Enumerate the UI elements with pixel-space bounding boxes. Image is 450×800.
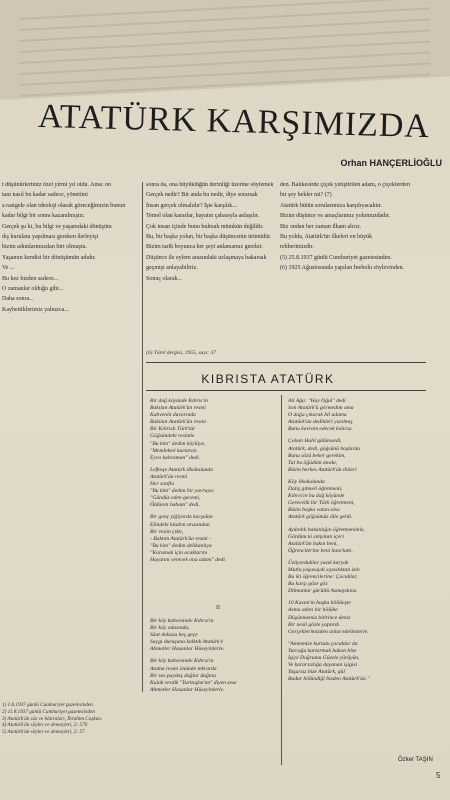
poem-stanza — [288, 641, 428, 684]
previous-page-text — [20, 0, 430, 106]
poem-line: Bunu kavram edecek kalırsa. — [288, 426, 353, 433]
poem-line: Öğrencilerine beni hatırlattı. — [288, 547, 353, 554]
middle-col-line: Gerçek nedir? Bir anda bu nedir, diye sorarsak — [146, 192, 258, 199]
poem-stanza — [150, 618, 278, 653]
poem-line: Dilmanlar gürültü Asmaydınız. — [288, 588, 358, 595]
footnote-line: 3) Atatürk'ün söz ve hâtıraları, İbrahim Coşkun. — [2, 715, 103, 722]
poem-line: Asma adını bir bölüke — [288, 607, 338, 614]
column-divider — [142, 182, 143, 692]
poem-line: Atatürk'ün dedikleri yazılmış — [288, 419, 353, 426]
poem-line: Bir nesil gözle yaptırdı — [288, 621, 340, 628]
poem-line: - Baktım Atatürk'ün resmi - — [150, 535, 211, 542]
left-col-line: dış kurulanı yapılması gereken ilerleyişi — [2, 234, 99, 241]
poem-line: Atatürk göğsümüz dile geldi. — [288, 514, 353, 521]
right-col-line: (6) 1925 Ağustosunda yapılan İnebolu söylevinden. — [280, 265, 404, 272]
poem-line: "Korumak için ocaklarını — [150, 549, 208, 556]
left-col-line: a rastgele olan ideoloji olarak göreceğimizin bunun — [2, 202, 126, 209]
previous-page-edge — [0, 0, 450, 100]
poem-line: "Bu kim" dedim bir yavruya: — [150, 488, 215, 495]
right-col-line: (5) 25.8.1937 günlü Cumhuriyet gazetesinden. — [280, 254, 392, 261]
poem-line: Mutlu yaşasaydı sıyaslıktan izin — [288, 566, 360, 573]
poem-line: Bir ses paydaş dağlar dağına — [150, 672, 216, 679]
poem-line: Atatürk'ün resmi — [150, 473, 188, 480]
left-col-line: bizim adımlarımızdan biri olmuştu. — [2, 244, 87, 251]
poem-line: Bizim herkes Atatürk'ün ibileri — [288, 466, 357, 473]
poet-name: Özker TAŞIN — [398, 757, 433, 763]
poem-line: Öldüren babam" dedi. — [150, 502, 200, 509]
poem-line: Son Atatürk'ü görmedim ama — [288, 405, 354, 412]
poem-stanza — [288, 560, 428, 595]
section-number-two: II — [216, 605, 220, 611]
middle-footnote: (6) Türel dergisi, 1955, sayı: 37 — [146, 350, 217, 356]
poem-line: Bir köy odasında, — [150, 625, 190, 632]
middle-column — [146, 182, 274, 357]
poem-line: Her sınıfta — [150, 481, 175, 488]
poem-line: 10 Kasım'ın başka bölüleşte — [288, 600, 351, 607]
right-col-line: bir şey bekler mi? (7) — [280, 192, 332, 199]
poem-line: Tut bu öğüdüm anıda, — [288, 459, 338, 466]
right-col-line: Bu yolda, Atatürk'ün ilkeleri en büyük — [280, 234, 373, 241]
poem-column-one — [150, 398, 278, 569]
poem-line: Bu karşı göze göz — [288, 581, 328, 588]
middle-col-line: Sonuç olarak... — [146, 275, 182, 282]
right-col-line: rehberimizdir. — [280, 244, 314, 251]
left-col-line: Daha sonra... — [2, 296, 34, 303]
poem-line: Aydınlık bakanlığın öğretmenimiz, — [288, 526, 365, 533]
poem-line: Kulak verdik "Yurttaşlarım" diyen sese — [150, 679, 237, 686]
middle-col-line: İnsan gerçek olmalıdır? İşte karşılık... — [146, 202, 237, 209]
right-col-line: Bizim düşünce ve amaçlarımız yolumuzdadır. — [280, 213, 391, 220]
poem-line: Ali Ağa: "Hay Oğul" dedi — [288, 398, 346, 404]
poem-line: Düşünmemiz bitirince deniz — [288, 614, 351, 621]
poem-column-one-part-two — [150, 618, 278, 699]
middle-col-line: geçmişi anlayabiliriz. — [146, 265, 198, 272]
left-col-line: Kaybettiklerimiz yalnızca... — [2, 306, 69, 313]
poem-line: Atatürk, dedi, göğsünü başlarda — [288, 445, 361, 452]
poem-line: "Bu kim" dedim delikanlıya — [150, 542, 212, 549]
poem-line: Bakılan Atatürk'ün resmi — [150, 419, 206, 426]
footnote-line: 4) Atatürk'ün söylev ve demeçleri, 2: 570 — [2, 722, 88, 729]
poem-line: Bir Kıbrıslı Türk'tür — [150, 426, 196, 433]
poem-line: Göğsündeki resimle — [150, 433, 195, 440]
section-rule-bottom — [146, 390, 426, 391]
poem-line: Bir dağ köyünde Kıbrıs'ın — [150, 398, 208, 404]
poem-line: Elindeki kitabın arasından — [150, 521, 210, 528]
left-footnotes — [2, 702, 132, 736]
poem-line: Ahmetler Hasanlar Hüseyinlerle. — [150, 646, 225, 653]
article-author: Orhan HANÇERLİOĞLU — [340, 158, 442, 168]
middle-col-line: Bu, bir başka yolun, bir başka düşüncenin ürünüdür. — [146, 234, 272, 241]
poem-stanza — [150, 658, 278, 693]
footnote-line: 1) 1.6.1937 günlü Cumhuriyet gazetesinden. — [2, 702, 95, 708]
right-col-line: Biz ondan her zaman ilham alırız. — [280, 223, 362, 230]
poem-line: Bu iki öğrencilerine: Çocuklar, — [288, 574, 358, 581]
poem-stanza — [150, 514, 278, 564]
poem-line: Gerecelik bir Türk öğretmeni, — [288, 500, 355, 507]
right-col-line: Atatürk bütün sorularımıza karşılıyacaktır. — [280, 202, 382, 209]
poem-line: Atama resmi önünde tekrarda — [150, 665, 217, 672]
poem-stanza — [288, 600, 428, 635]
poem-line: Yaşarsız bize Atatürk, gül — [288, 669, 345, 676]
poem-line: Yurcağa kurtarmak bakan bize — [288, 647, 357, 654]
poem-line: Gördüm ki simyitan içeri — [288, 533, 344, 540]
poem-line: Sâat dokuzu beş geçe — [150, 632, 198, 639]
poem-stanza — [288, 479, 428, 522]
poem-column-two — [288, 398, 428, 688]
left-col-line: kadar bilgi bir sonra kazanılmıştır. — [2, 213, 85, 220]
middle-col-line: Çok insan içinde bunu bulmak mümkün değildir. — [146, 223, 264, 230]
middle-col-line: Bizim tarih boyunca her şeyi anlamamız gerekir. — [146, 244, 263, 251]
poem-line: Saygı duruşuna kalktık Atatürk'e — [150, 639, 224, 646]
poem-line: Ve kararsızlığa dayanan işigisi — [288, 662, 358, 669]
poem-line: Bir resim çıktı, — [150, 528, 184, 535]
middle-col-line: Düşünce ile eylem arasındaki uzlaşmaya bakarsak — [146, 254, 267, 261]
poem-line: Dalış gitmeli öğretmeni, — [288, 486, 343, 493]
poem-line: Köy ilkokulunda — [288, 478, 325, 485]
poem-line: Bir genç yiğiyorda karşıdan — [150, 514, 213, 521]
left-column — [2, 182, 139, 692]
poem-stanza — [288, 398, 428, 433]
right-column — [280, 182, 420, 360]
poem-line: Üzüyorduklar yazık karyak — [288, 559, 349, 566]
left-col-line: Yaşamın kendisi bir dönüşümün adıdır. — [2, 254, 96, 261]
poem-line: "Annemize kurtulu çocuklar da — [288, 640, 358, 647]
poem-stanza — [288, 527, 428, 555]
left-col-line: Bu kez bizden sadece... — [2, 275, 59, 282]
poem-line: Bizim başka vatan olsa — [288, 507, 340, 514]
poem-stanza — [150, 398, 278, 462]
middle-col-line: Temel olan kararlar, hayatın çabasıyla anlaşılır. — [146, 213, 260, 220]
left-col-line: O zamanlar olduğu gibi... — [2, 286, 64, 293]
section-rule-top — [146, 362, 426, 363]
poem-line: "Memleketi kurtaran — [150, 447, 197, 454]
footnote-line: 2) 11.8.1937 günlü Cumhuriyet gazetesinden — [2, 708, 95, 715]
page-number: 5 — [436, 771, 441, 780]
poem-line: Hayatını verecek ona adam" dedi. — [150, 556, 227, 563]
poem-line: O dağa çıkarak bil adama — [288, 412, 347, 419]
poem-stanza — [150, 467, 278, 510]
poem-line: Bakılan Atatürk'ün resmi — [150, 405, 206, 412]
poem-line: Budur bölündiği bizden Atatürk'ün." — [288, 676, 370, 683]
poem-stanza — [288, 438, 428, 473]
poem-line: Lefkoşe Atatürk ilkokulunda — [150, 466, 213, 473]
article-title: ATATÜRK KARŞIMIZDA — [37, 97, 431, 146]
left-col-line: t düşünürlerimiz özel yirmi yıl oldu. Ama: on — [2, 182, 111, 188]
poem-line: Bir köy kahvesinde Kıbrıs'ın — [150, 658, 214, 665]
poem-line: Çoban Halil gülümsedi, — [288, 438, 342, 445]
poem-line: "Gündüz eden gecemi, — [150, 495, 201, 502]
middle-col-line: sonra da, ona büyüklüğün derinliği üzerine söylemek — [146, 182, 274, 188]
poem-divider — [281, 395, 282, 765]
poem-line: Gerçeklerimizden anlat edelimlerle. — [288, 628, 369, 635]
poem-title: KIBRISTA ATATÜRK — [201, 372, 335, 386]
poem-line: Kıbrıs'ın bu dağ köyünde — [288, 493, 345, 500]
right-col-line: den. Balıkesirde çiçek yetiştirilen adam, o çiçeklerden — [280, 182, 410, 188]
left-col-line: Ve ... — [2, 265, 15, 272]
left-col-line: Gerçek şu ki, bu bilgi ve yaşamdaki dönüşüm — [2, 223, 112, 230]
poem-line: Bana sözü beker gerekim, — [288, 452, 346, 459]
poem-line: Bir köy kahvesinde Kıbrıs'ın — [150, 618, 214, 624]
poem-line: Ahmetler Hasanlar Hüseyinlerle. — [150, 686, 225, 693]
poem-line: İşiye Doğrumu Güzele yürüyün, — [288, 655, 360, 661]
left-col-line: tam nasıl bu kadar sadece, yönetimi — [2, 192, 88, 199]
poem-line: Kahvenin duvarında — [150, 412, 196, 419]
footnote-line: 5) Atatürk'ün söylev ve demeçleri, 2: 57 — [2, 729, 85, 736]
poem-line: Atatürk'ün bakın beni, — [288, 540, 338, 547]
poem-line: Eyvo kahraman" dedi. — [150, 454, 201, 461]
poem-line: "Bu kim" dedim köylüye, — [150, 440, 206, 447]
